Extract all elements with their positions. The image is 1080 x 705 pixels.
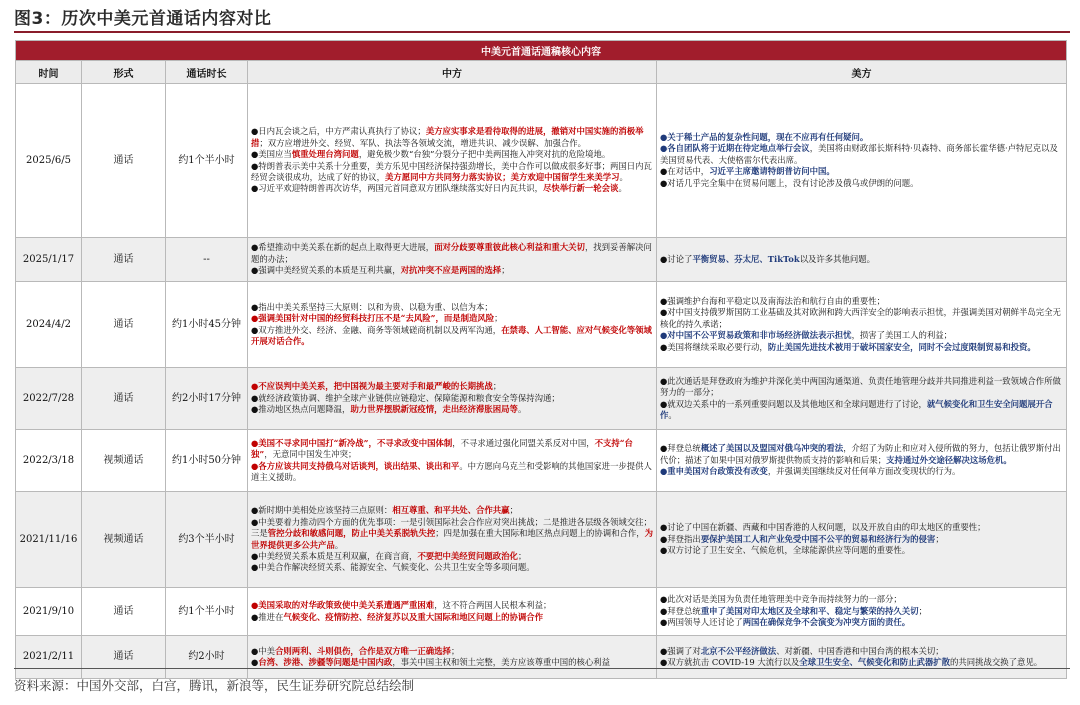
highlighted-text: 重申了美国对印太地区及全球和平、稳定与繁荣的持久关切 — [700, 605, 919, 616]
text-segment: ●就经济政策协调、维护全球产业链供应链稳定、保障能源和粮食安全等保持沟通； — [251, 392, 560, 403]
date-cell: 2021/2/11 — [16, 636, 82, 679]
highlighted-text: 助力世界摆脱新冠疫情，走出经济滞胀困局等 — [350, 404, 518, 415]
highlighted-text: ●各方应该共同支持俄乌对话谈判，谈出结果、谈出和平 — [251, 460, 460, 471]
bullet-paragraph — [251, 646, 653, 657]
us-cell — [657, 84, 1067, 238]
highlighted-text: ●美国采取的对华政策致使中美关系遭遇严重困难 — [251, 600, 435, 611]
bullet-paragraph — [251, 562, 653, 573]
bullet-paragraph — [251, 600, 653, 611]
table-row — [16, 636, 1067, 679]
bullet-paragraph — [660, 132, 1063, 143]
text-segment: ●此次通话是拜登政府为维护并深化美中两国沟通渠道、负责任地管理分歧并共同推进利益一致领域合作所做努力的一部分； — [660, 375, 1061, 398]
text-segment: ●讨论了 — [660, 253, 693, 264]
highlighted-text: 支持通过外交途径解决这场危机。 — [886, 454, 1012, 465]
header-us: 美方 — [657, 61, 1067, 84]
text-segment: ●对话几乎完全集中在贸易问题上，没有讨论涉及俄乌或伊朗的问题。 — [660, 177, 919, 188]
bullet-paragraph — [660, 178, 1063, 189]
footer-divider — [14, 668, 1070, 669]
text-segment: ； — [494, 313, 503, 324]
us-cell — [657, 238, 1067, 282]
us-cell — [657, 636, 1067, 679]
bullet-paragraph — [660, 254, 1063, 265]
text-segment: ●习近平欢迎特朗普再次访华，两国元首同意双方团队继续落实好日内瓦共识， — [251, 183, 544, 194]
bullet-paragraph — [660, 342, 1063, 353]
bullet-paragraph — [251, 551, 653, 562]
china-cell — [248, 492, 657, 588]
table-row — [16, 430, 1067, 492]
bullet-paragraph — [660, 657, 1063, 668]
text-segment: ； — [517, 550, 527, 561]
text-segment: ●对中国支持俄罗斯国防工业基础及其对欧洲和跨大西洋安全的影响表示担忧，并强调美国对朝鲜半岛完全无核化的持久承诺； — [660, 307, 1061, 329]
text-segment: ●特朗普表示美中关系十分重要，美方乐见中国经济保持强劲增长，美中合作可以做成很多好事；两国日内瓦经贸会谈很成功，达成了好的协议， — [251, 160, 652, 182]
text-segment: ●美国将继续采取必要行动， — [660, 341, 768, 352]
table-header-row — [16, 61, 1067, 84]
text-segment: ●推进在 — [251, 611, 284, 622]
highlighted-text: 尽快举行新一轮会谈 — [543, 183, 619, 194]
highlighted-text: ●重申美国对台政策没有改变 — [660, 466, 768, 477]
highlighted-text: 面对分歧要尊重彼此核心利益和重大关切 — [434, 242, 585, 253]
text-segment: ； — [935, 533, 944, 544]
highlighted-text: 管控分歧和敏感问题，防止中美关系脱轨失控 — [267, 528, 436, 539]
date-cell: 2022/7/28 — [16, 368, 82, 430]
bullet-paragraph — [251, 126, 653, 149]
us-cell — [657, 492, 1067, 588]
highlighted-text: 台湾、涉港、涉疆等问题是中国内政 — [258, 657, 393, 667]
text-segment: ，避免极少数“台独”分裂分子把中美两国拖入冲突对抗的危险境地。 — [358, 149, 611, 160]
bullet-paragraph — [251, 149, 653, 160]
date-cell: 2021/11/16 — [16, 492, 82, 588]
bullet-paragraph — [660, 534, 1063, 545]
highlighted-text: 要保护美国工人和产业免受中国不公平的贸易和经济行为的侵害 — [700, 533, 936, 544]
text-segment: ●中美要着力推动四个方面的优先事项：一是引领国际社会合作应对突出挑战；二是推进各层级各领域交往；三是 — [251, 516, 652, 539]
text-segment: 的共同挑战交换了意见。 — [949, 657, 1043, 667]
form-cell: 通话 — [82, 84, 166, 238]
table-row — [16, 368, 1067, 430]
bullet-paragraph — [251, 381, 653, 392]
bullet-paragraph — [660, 443, 1063, 466]
form-cell: 视频通话 — [82, 430, 166, 492]
duration-cell: 约2小时 — [166, 636, 248, 679]
text-segment: ●两国领导人还讨论了 — [660, 617, 743, 628]
text-segment: ●新时期中美相处应该坚持三点原则： — [251, 505, 393, 516]
highlighted-text: ●美国不寻求同中国打“新冷战”，不寻求改变中国体制 — [251, 437, 453, 448]
text-segment: ； — [450, 645, 460, 656]
us-cell — [657, 368, 1067, 430]
bullet-paragraph — [660, 617, 1063, 628]
highlighted-text: 两国在确保竞争不会演变为冲突方面的责任。 — [742, 617, 911, 628]
text-segment: ●就双边关系中的一系列重要问题以及其他地区和全球问题进行了讨论， — [660, 398, 927, 409]
highlighted-text: 就气候变化和卫生安全问题展开合作 — [660, 398, 1053, 420]
bullet-paragraph — [660, 376, 1063, 399]
text-segment: ●在对话中， — [660, 166, 710, 177]
bullet-paragraph — [251, 242, 653, 265]
bullet-paragraph — [660, 606, 1063, 617]
bullet-paragraph — [660, 594, 1063, 605]
text-segment: 。中方愿向乌克兰和受影响的其他国家进一步提供人道主义援助。 — [251, 460, 652, 482]
text-segment: ●拜登总统 — [660, 443, 701, 454]
text-segment: ●美国应当 — [251, 149, 292, 160]
text-segment: ●讨论了中国在新疆、西藏和中国香港的人权问题，以及开放自由的印太地区的重要性； — [660, 522, 986, 533]
source-note: 资料来源：中国外交部，白宫，腾讯，新浪等，民生证券研究院总结绘制 — [14, 678, 415, 693]
highlighted-text: 慎重处理台湾问题 — [291, 149, 359, 160]
date-cell: 2022/3/18 — [16, 430, 82, 492]
header-duration: 通话时长 — [166, 61, 248, 84]
text-segment: ●推动地区热点问题降温， — [251, 404, 351, 415]
text-segment: ● — [251, 657, 259, 667]
highlighted-text: ●对中国不公平贸易政策和非市场经济做法表示担忧 — [660, 330, 852, 341]
highlighted-text: 美方愿同中方共同努力落实协议；美方欢迎中国留学生来美学习 — [385, 171, 620, 182]
highlighted-text: 北京不公平经济做法 — [700, 645, 777, 656]
text-segment: ，事关中国主权和领土完整，美方应该尊重中国的核心利益 — [392, 657, 611, 667]
text-segment: ； — [492, 381, 502, 392]
highlighted-text: ●各自团队将于近期在待定地点举行会议 — [660, 143, 810, 154]
text-segment: ●双方就抗击 COVID-19 大流行以及 — [660, 657, 800, 667]
title-divider — [14, 31, 1070, 33]
text-segment: ，介绍了为防止和应对入侵所做的努力，包括让俄罗斯付出代价；描述了如果中国对俄罗斯提供物质支持的影响和后果； — [660, 443, 1061, 465]
duration-cell: 约3个半小时 — [166, 492, 248, 588]
bullet-paragraph — [660, 545, 1063, 556]
bullet-paragraph — [251, 517, 653, 551]
text-segment: ●日内瓦会谈之后，中方严肃认真执行了协议； — [251, 126, 426, 137]
table-row — [16, 588, 1067, 636]
china-cell — [248, 282, 657, 368]
bullet-paragraph — [251, 161, 653, 184]
text-segment: 。 — [334, 539, 344, 550]
highlighted-text: 合则两利、斗则俱伤，合作是双方唯一正确选择 — [275, 645, 451, 656]
text-segment: 。 — [668, 409, 677, 420]
text-segment: ； — [918, 605, 927, 616]
highlighted-text: 美方应实事求是看待取得的进展，撤销对中国实施的消极举措 — [251, 126, 644, 148]
comparison-table — [15, 40, 1067, 679]
form-cell: 通话 — [82, 368, 166, 430]
bullet-paragraph — [251, 325, 653, 348]
text-segment: 。 — [517, 404, 527, 415]
us-cell — [657, 282, 1067, 368]
bullet-paragraph — [251, 505, 653, 516]
text-segment: 以及许多其他问题。 — [799, 253, 876, 264]
text-segment: ；四是加强在重大国际和地区热点问题上的协调和合作， — [435, 528, 645, 539]
highlighted-text: 概述了美国以及盟国对俄乌冲突的看法 — [700, 443, 844, 454]
duration-cell: 约1个半小时 — [166, 588, 248, 636]
bullet-paragraph — [660, 296, 1063, 307]
us-cell — [657, 430, 1067, 492]
highlighted-text: ●强调美国针对中国的经贸科技打压不是“去风险”，而是制造风险 — [251, 313, 495, 324]
bullet-paragraph — [251, 265, 653, 276]
bullet-paragraph — [251, 302, 653, 313]
text-segment: ●双方讨论了卫生安全、气候危机，全球能源供应等问题的重要性。 — [660, 545, 911, 556]
bullet-paragraph — [660, 307, 1063, 330]
bullet-paragraph — [660, 522, 1063, 533]
highlighted-text: 习近平主席邀请特朗普访问中国。 — [709, 166, 835, 177]
form-cell: 通话 — [82, 588, 166, 636]
text-segment: ●强调中美经贸关系的本质是互利共赢， — [251, 265, 401, 276]
highlighted-text: 防止美国先进技术被用于破坏国家安全，同时不会过度限制贸易和投资。 — [767, 341, 1036, 352]
text-segment: 。 — [618, 183, 627, 194]
header-form: 形式 — [82, 61, 166, 84]
table-row — [16, 238, 1067, 282]
china-cell — [248, 636, 657, 679]
text-segment: ●中美经贸关系本质是互利双赢，在商言商， — [251, 550, 418, 561]
highlighted-text: 不要把中美经贸问题政治化 — [417, 550, 518, 561]
text-segment: ●中美 — [251, 645, 276, 656]
us-cell — [657, 588, 1067, 636]
highlighted-text: 相互尊重、和平共处、合作共赢 — [392, 505, 510, 516]
duration-cell: 约2小时17分钟 — [166, 368, 248, 430]
bullet-paragraph — [251, 313, 653, 324]
table-row — [16, 84, 1067, 238]
bullet-paragraph — [251, 612, 653, 623]
bullet-paragraph — [660, 166, 1063, 177]
china-cell — [248, 430, 657, 492]
bullet-paragraph — [251, 183, 653, 194]
table-row — [16, 492, 1067, 588]
china-cell — [248, 588, 657, 636]
china-cell — [248, 368, 657, 430]
text-segment: ●拜登总统 — [660, 605, 701, 616]
header-time: 时间 — [16, 61, 82, 84]
date-cell: 2025/1/17 — [16, 238, 82, 282]
text-segment: ●希望推动中美关系在新的起点上取得更大进展， — [251, 242, 435, 253]
highlighted-text: 在禁毒、人工智能、应对气候变化等领域开展对话合作。 — [251, 324, 652, 346]
bullet-paragraph — [251, 393, 653, 404]
bullet-paragraph — [251, 657, 653, 668]
highlighted-text: 气候变化、疫情防控、经济复苏以及重大国际和地区问题上的协调合作 — [283, 611, 544, 622]
date-cell: 2025/6/5 — [16, 84, 82, 238]
text-segment: ●强调了对 — [660, 645, 701, 656]
text-segment: ，美国将由财政部长斯科特·贝森特、商务部长霍华德·卢特尼克以及美国贸易代表、大使格雷尔代表出席。 — [660, 143, 1058, 165]
bullet-paragraph — [251, 438, 653, 461]
bullet-paragraph — [660, 399, 1063, 422]
bullet-paragraph — [660, 646, 1063, 657]
text-segment: ，不寻求通过强化同盟关系反对中国， — [452, 437, 595, 448]
header-china: 中方 — [248, 61, 657, 84]
bullet-paragraph — [251, 461, 653, 484]
text-segment: ●拜登指出 — [660, 533, 701, 544]
text-segment: ，损害了美国工人的利益； — [851, 330, 953, 341]
bullet-paragraph — [660, 143, 1063, 166]
form-cell: 通话 — [82, 636, 166, 679]
text-segment: ； — [501, 265, 510, 276]
table-banner-row — [16, 41, 1067, 61]
text-segment: ； — [509, 505, 518, 516]
highlighted-text: 不支持“台独” — [251, 437, 633, 460]
bullet-paragraph — [251, 404, 653, 415]
date-cell: 2021/9/10 — [16, 588, 82, 636]
text-segment: ，这不符合两国人民根本利益； — [434, 600, 552, 611]
text-segment: ；双方应增进外交、经贸、军队、执法等各领域交流，增进共识、减少误解、加强合作。 — [259, 137, 586, 148]
text-segment: ●中美合作解决经贸关系、能源安全、气候变化、公共卫生安全等多项问题。 — [251, 562, 535, 573]
highlighted-text: 平衡贸易、芬太尼、TikTok — [692, 253, 800, 264]
duration-cell: 约1小时50分钟 — [166, 430, 248, 492]
text-segment: 、对新疆、中国香港和中国台湾的根本关切； — [776, 645, 944, 656]
form-cell: 通话 — [82, 238, 166, 282]
text-segment: ●强调维护台海和平稳定以及南海法治和航行自由的重要性； — [660, 295, 886, 306]
text-segment: ，找到妥善解决问题的办法； — [251, 242, 652, 264]
bullet-paragraph — [660, 330, 1063, 341]
date-cell: 2024/4/2 — [16, 282, 82, 368]
highlighted-text: 为世界提供更多公共产品 — [251, 528, 653, 550]
china-cell — [248, 238, 657, 282]
form-cell: 视频通话 — [82, 492, 166, 588]
bullet-paragraph — [660, 466, 1063, 477]
text-segment: ●指出中美关系坚持三大原则：以和为贵、以稳为重、以信为本； — [251, 301, 493, 312]
text-segment: 。 — [619, 171, 628, 182]
text-segment: ，并强调美国继续反对任何单方面改变现状的行为。 — [767, 466, 961, 477]
text-segment: ●此次对话是美国为负责任地管理美中竞争而持续努力的一部分； — [660, 594, 902, 605]
china-cell — [248, 84, 657, 238]
highlighted-text: ●不应误判中美关系，把中国视为最主要对手和最严峻的长期挑战 — [251, 381, 493, 392]
highlighted-text: ●关于稀土产品的复杂性问题，现在不应再有任何疑问。 — [660, 131, 869, 142]
highlighted-text: 对抗冲突不应是两国的选择 — [400, 265, 502, 276]
text-segment: ，无意同中国发生冲突； — [264, 449, 357, 460]
table-row — [16, 282, 1067, 368]
duration-cell: 约1个半小时 — [166, 84, 248, 238]
table-banner: 中美元首通话通稿核心内容 — [16, 41, 1067, 61]
text-segment: ●双方推进外交、经济、金融、商务等领域磋商机制以及两军沟通， — [251, 324, 502, 335]
form-cell: 通话 — [82, 282, 166, 368]
figure-title: 图3：历次中美元首通话内容对比 — [14, 9, 272, 29]
duration-cell: -- — [166, 238, 248, 282]
duration-cell: 约1小时45分钟 — [166, 282, 248, 368]
highlighted-text: 全球卫生安全、气候变化和防止武器扩散 — [799, 657, 950, 667]
